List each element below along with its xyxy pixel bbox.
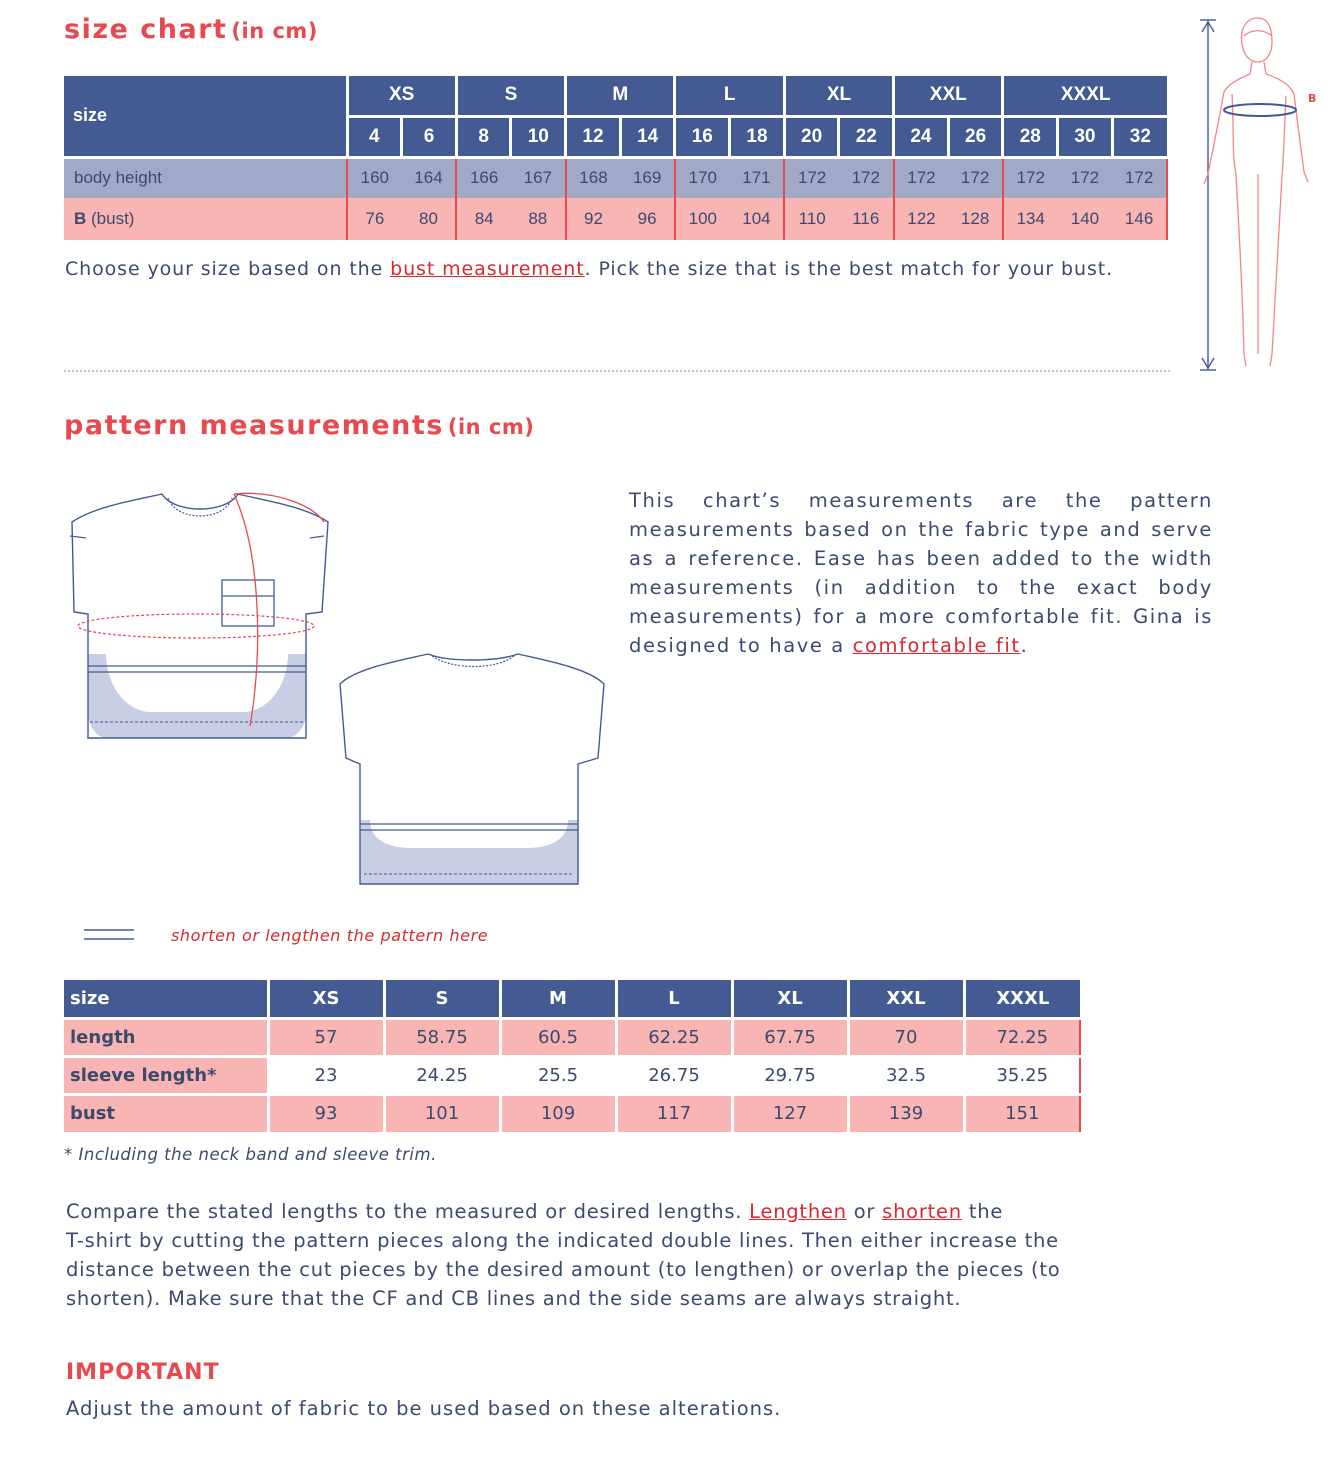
size-number: 20 xyxy=(784,116,839,157)
pattern-measurements-table xyxy=(64,980,1081,1132)
table-cell: 58.75 xyxy=(384,1018,500,1056)
bust-cell: 88 xyxy=(511,198,566,240)
note-text: . Pick the size that is the best match for your bust. xyxy=(584,258,1114,280)
bust-cell: 110 xyxy=(784,198,839,240)
size-group-header: XXL xyxy=(894,76,1003,116)
alteration-text: the xyxy=(961,1200,1004,1223)
table-cell: 35.25 xyxy=(964,1056,1080,1094)
table-cell: 62.25 xyxy=(616,1018,732,1056)
table-cell: 67.75 xyxy=(732,1018,848,1056)
body-height-cell: 172 xyxy=(1058,157,1113,198)
description-line: This chart’s measurements are the pattern xyxy=(629,489,1213,512)
table-cell: 24.25 xyxy=(384,1056,500,1094)
note-text: Choose your size based on the xyxy=(65,258,391,280)
description-line xyxy=(629,631,1213,660)
body-height-cell: 168 xyxy=(566,157,621,198)
size-number: 32 xyxy=(1112,116,1167,157)
legend-text: shorten or lengthen the pattern here xyxy=(171,926,489,945)
bust-cell: 146 xyxy=(1112,198,1167,240)
table-cell: 23 xyxy=(268,1056,384,1094)
table-cell: 117 xyxy=(616,1094,732,1132)
bust-cell: 122 xyxy=(894,198,949,240)
size-number: 24 xyxy=(894,116,949,157)
pattern-title-text: pattern measurements xyxy=(64,410,444,441)
body-height-cell: 172 xyxy=(839,157,894,198)
size-chart-unit: (in cm) xyxy=(231,19,318,43)
description-line: as a reference. Ease has been added to the width xyxy=(629,547,1213,570)
comfortable-fit-link[interactable]: comfortable fit xyxy=(852,634,1021,657)
size-group-header: XS xyxy=(347,76,456,116)
bust-cell: 80 xyxy=(402,198,457,240)
body-height-cell: 167 xyxy=(511,157,566,198)
size-number: 8 xyxy=(456,116,511,157)
pattern-size-header: size xyxy=(64,980,268,1018)
size-number: 16 xyxy=(675,116,730,157)
description-line: measurements based on the fabric type and serve xyxy=(629,518,1213,541)
bust-cell: 104 xyxy=(730,198,785,240)
table-cell: 70 xyxy=(848,1018,964,1056)
table-cell: 93 xyxy=(268,1094,384,1132)
body-height-cell: 170 xyxy=(675,157,730,198)
table-cell: 26.75 xyxy=(616,1056,732,1094)
size-chart-title xyxy=(64,14,318,45)
size-number: 10 xyxy=(511,116,566,157)
length-row xyxy=(64,1018,1080,1056)
pattern-description xyxy=(629,486,1213,660)
body-height-cell: 166 xyxy=(456,157,511,198)
sleeve-length-row xyxy=(64,1056,1080,1094)
body-height-cell: 169 xyxy=(620,157,675,198)
description-line: measurements) for a more comfortable fit. Gina is xyxy=(629,605,1213,628)
alteration-line: T-shirt by cutting the pattern pieces along the indicated double lines. Then either increase the xyxy=(66,1229,1059,1252)
size-number: 4 xyxy=(347,116,402,157)
body-height-row xyxy=(64,157,1167,198)
description-text: designed to have a xyxy=(629,634,853,657)
tshirt-front-illustration xyxy=(66,476,336,746)
bust-cell: 96 xyxy=(620,198,675,240)
pattern-size-column: XXXL xyxy=(964,980,1080,1018)
description-line: measurements (in addition to the exact body xyxy=(629,576,1213,599)
alteration-line xyxy=(66,1197,1061,1226)
size-chart-note xyxy=(65,258,1113,280)
bust-measurement-link[interactable]: bust measurement xyxy=(390,258,585,280)
size-number: 12 xyxy=(566,116,621,157)
size-group-header: S xyxy=(456,76,565,116)
bust-cell: 92 xyxy=(566,198,621,240)
body-height-cell: 164 xyxy=(402,157,457,198)
row-label: length xyxy=(64,1018,268,1056)
shorten-link[interactable]: shorten xyxy=(882,1200,962,1223)
important-text: Adjust the amount of fabric to be used based on these alterations. xyxy=(66,1397,782,1420)
size-number: 30 xyxy=(1058,116,1113,157)
body-height-cell: 160 xyxy=(347,157,402,198)
body-height-cell: 171 xyxy=(730,157,785,198)
table-footnote: * Including the neck band and sleeve trim. xyxy=(64,1145,437,1164)
table-cell: 25.5 xyxy=(500,1056,616,1094)
table-cell: 29.75 xyxy=(732,1056,848,1094)
bust-label-rest: (bust) xyxy=(86,209,135,228)
table-cell: 109 xyxy=(500,1094,616,1132)
table-cell: 72.25 xyxy=(964,1018,1080,1056)
pattern-unit: (in cm) xyxy=(447,415,535,439)
pattern-size-column: XXL xyxy=(848,980,964,1018)
description-text: . xyxy=(1020,634,1029,657)
size-group-header: M xyxy=(566,76,675,116)
bust-cell: 100 xyxy=(675,198,730,240)
lengthen-link[interactable]: Lengthen xyxy=(749,1200,847,1223)
table-cell: 60.5 xyxy=(500,1018,616,1056)
bust-cell: 134 xyxy=(1003,198,1058,240)
size-number: 26 xyxy=(948,116,1003,157)
size-group-header: XL xyxy=(784,76,893,116)
size-chart-table xyxy=(64,76,1168,240)
table-cell: 151 xyxy=(964,1094,1080,1132)
table-cell: 101 xyxy=(384,1094,500,1132)
bust-cell: 76 xyxy=(347,198,402,240)
size-group-header: L xyxy=(675,76,784,116)
alteration-line: shorten). Make sure that the CF and CB lines and the side seams are always straight. xyxy=(66,1287,962,1310)
bust-label-b: B xyxy=(74,209,87,228)
body-height-cell: 172 xyxy=(784,157,839,198)
table-cell: 139 xyxy=(848,1094,964,1132)
table-cell: 127 xyxy=(732,1094,848,1132)
pattern-title xyxy=(64,410,534,441)
bust-label xyxy=(64,198,347,240)
figure-bust-label: B xyxy=(1308,92,1317,105)
body-height-cell: 172 xyxy=(894,157,949,198)
alteration-paragraph xyxy=(66,1197,1061,1313)
bust-cell: 116 xyxy=(839,198,894,240)
body-height-label: body height xyxy=(64,157,347,198)
bust-cell: 128 xyxy=(948,198,1003,240)
bust-cell: 84 xyxy=(456,198,511,240)
pattern-size-column: XS xyxy=(268,980,384,1018)
bust-cell: 140 xyxy=(1058,198,1113,240)
body-figure-illustration xyxy=(1192,14,1324,376)
important-heading: IMPORTANT xyxy=(66,1360,220,1385)
alteration-text: or xyxy=(846,1200,883,1223)
size-chart-title-text: size chart xyxy=(64,14,228,45)
size-group-header: XXXL xyxy=(1003,76,1167,116)
pattern-size-column: S xyxy=(384,980,500,1018)
size-number: 6 xyxy=(402,116,457,157)
height-arrow-icon xyxy=(1200,20,1216,370)
size-header-label: size xyxy=(64,76,347,157)
body-height-cell: 172 xyxy=(1112,157,1167,198)
alteration-line: distance between the cut pieces by the desired amount (to lengthen) or overlap the pieces (to xyxy=(66,1258,1061,1281)
pattern-size-column: L xyxy=(616,980,732,1018)
row-label: bust xyxy=(64,1094,268,1132)
tshirt-back-illustration xyxy=(336,648,610,898)
woman-figure-icon xyxy=(1204,18,1308,366)
body-height-cell: 172 xyxy=(948,157,1003,198)
table-cell: 57 xyxy=(268,1018,384,1056)
bust-row xyxy=(64,1094,1080,1132)
section-divider xyxy=(64,370,1170,372)
size-number: 18 xyxy=(730,116,785,157)
size-number: 22 xyxy=(839,116,894,157)
alteration-text: Compare the stated lengths to the measured or desired lengths. xyxy=(66,1200,750,1223)
row-label: sleeve length* xyxy=(64,1056,268,1094)
double-line-legend-icon xyxy=(82,926,136,944)
pattern-size-column: XL xyxy=(732,980,848,1018)
bust-row xyxy=(64,198,1167,240)
size-number: 28 xyxy=(1003,116,1058,157)
pattern-size-column: M xyxy=(500,980,616,1018)
body-height-cell: 172 xyxy=(1003,157,1058,198)
size-number: 14 xyxy=(620,116,675,157)
table-cell: 32.5 xyxy=(848,1056,964,1094)
